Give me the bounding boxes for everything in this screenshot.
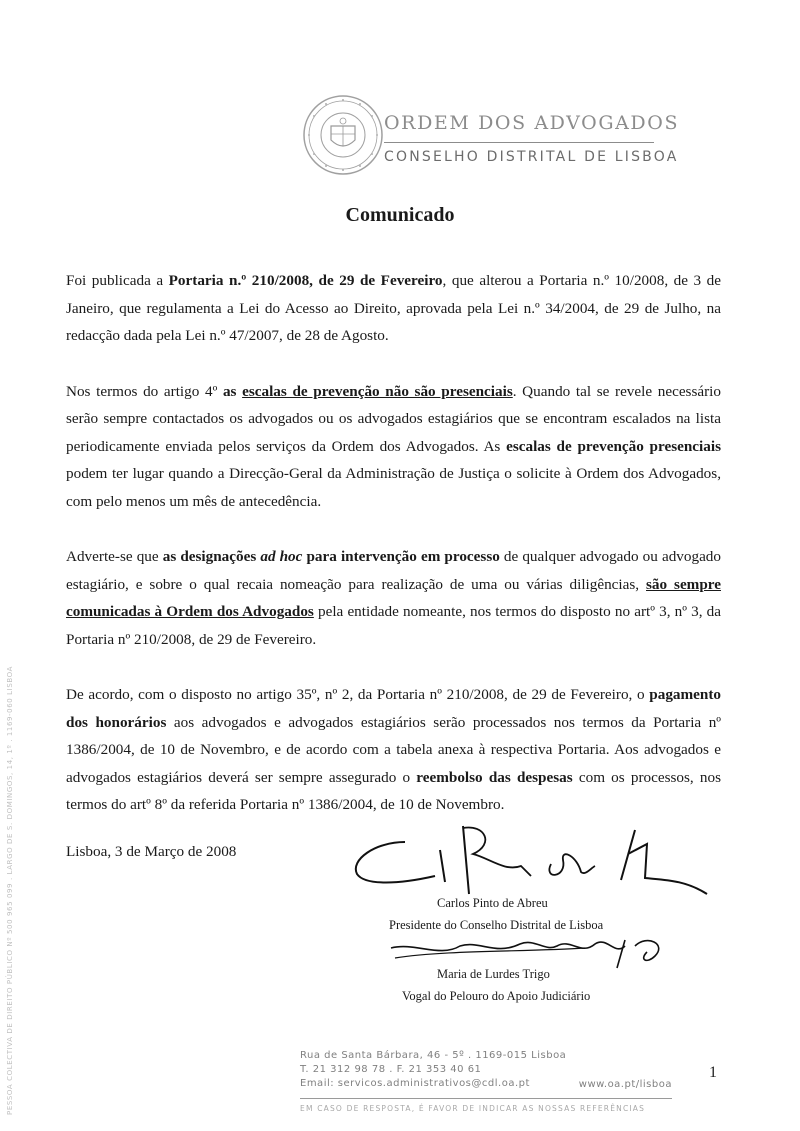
bold-text: as [222, 382, 243, 400]
text-span: com os processos, nos termos do artº 8º da referida Portaria nº 1386/2004, de 10 de Novembro. [66, 768, 721, 813]
text-span: Foi publicada a [66, 272, 169, 289]
paragraph-4 [66, 681, 721, 819]
footer-phones: T. 21 312 98 78 . F. 21 353 40 61 [300, 1064, 482, 1075]
footer-address: Rua de Santa Bárbara, 46 - 5º . 1169-015 Lisboa [300, 1050, 567, 1061]
page-number: 1 [709, 1064, 717, 1081]
district-name: CONSELHO DISTRITAL DE LISBOA [384, 149, 679, 165]
text-span: pela entidade nomeante, nos termos do disposto no artº 3, nº 3, da Portaria nº 210/2008, de 29 de Fevereiro. [66, 603, 721, 648]
bold-text: escalas de prevenção presenciais [506, 437, 721, 455]
text-span: . Quando tal se revele necessário serão sempre contactados os advogados ou os advogados estagiários que se encontram escalados na lista periodicamente enviada pelos serviços da Ordem dos Advogados. As [66, 382, 721, 455]
text-span: de qualquer advogado ou advogado estagiário, e sobre o qual recaia nomeação para realização de uma ou várias diligências, [66, 548, 721, 593]
bold-text: pagamento dos honorários [66, 686, 721, 731]
bold-text: reembolso das despesas [416, 768, 573, 786]
bold-italic-text: ad hoc [260, 548, 303, 565]
footer-note: EM CASO DE RESPOSTA, É FAVOR DE INDICAR AS NOSSAS REFERÊNCIAS [300, 1104, 646, 1113]
header-divider [384, 142, 654, 143]
text-span: , que alterou a Portaria n.º 10/2008, de 3 de Janeiro, que regulamenta a Lei do Acesso ao Direito, aprovada pela Lei n.º 34/2004, de 29 de Julho, na redacção dada pela Lei n.º 47/2007, de 28 de Agosto. [66, 272, 722, 344]
signatory-role-1: Presidente do Conselho Distrital de Lisboa [389, 918, 604, 932]
underlined-bold-text: escalas de prevenção não são presenciais [242, 382, 513, 400]
footer-contact [300, 1050, 672, 1092]
letterhead [300, 92, 680, 182]
signatory-role-2: Vogal do Pelouro do Apoio Judiciário [402, 989, 591, 1003]
text-span: podem ter lugar quando a Direcção-Geral da Administração de Justiça o solicite à Ordem dos Advogados, com pelo menos um mês de antecedência. [66, 465, 721, 510]
signatory-name-2: Maria de Lurdes Trigo [437, 967, 550, 981]
org-name: ORDEM DOS ADVOGADOS [384, 112, 680, 134]
paragraph-3 [66, 543, 721, 653]
bold-text: Portaria n.º 210/2008, de 29 de Fevereiro [168, 272, 443, 289]
underlined-bold-text: são sempre comunicadas à Ordem dos Advogados [66, 575, 721, 620]
signatory-name-1: Carlos Pinto de Abreu [437, 896, 548, 910]
seal-icon [302, 94, 384, 176]
document-title: Comunicado [345, 204, 455, 226]
side-legal-text: PESSOA COLECTIVA DE DIREITO PÚBLICO Nº 500 965 099 . LARGO DE S. DOMINGOS, 14, 1º . 1169-060 LISBOA [6, 665, 14, 1115]
text-span: Adverte-se que [66, 548, 163, 565]
bold-text: para intervenção em processo [302, 548, 500, 565]
paragraph-1 [66, 267, 721, 350]
signature-1-icon [345, 820, 715, 900]
bold-text: as designações [162, 548, 261, 565]
text-span: Nos termos do artigo 4º [66, 382, 223, 400]
footer-website: www.oa.pt/lisboa [578, 1079, 672, 1090]
footer-email: Email: servicos.administrativos@cdl.oa.pt [300, 1078, 530, 1089]
text-span: De acordo, com o disposto no artigo 35º, nº 2, da Portaria nº 210/2008, de 29 de Fevereiro, o [66, 686, 650, 703]
date-line: Lisboa, 3 de Março de 2008 [66, 843, 237, 860]
paragraph-2 [66, 378, 721, 516]
document-body [66, 267, 721, 847]
footer-divider [300, 1098, 672, 1099]
text-span: aos advogados e advogados estagiários serão processados nos termos da Portaria nº 1386/2004, de 10 de Novembro, e de acordo com a tabela anexa à respectiva Portaria. Aos advogados e advogados estagiários deverá ser sempre assegurado o [66, 713, 721, 786]
